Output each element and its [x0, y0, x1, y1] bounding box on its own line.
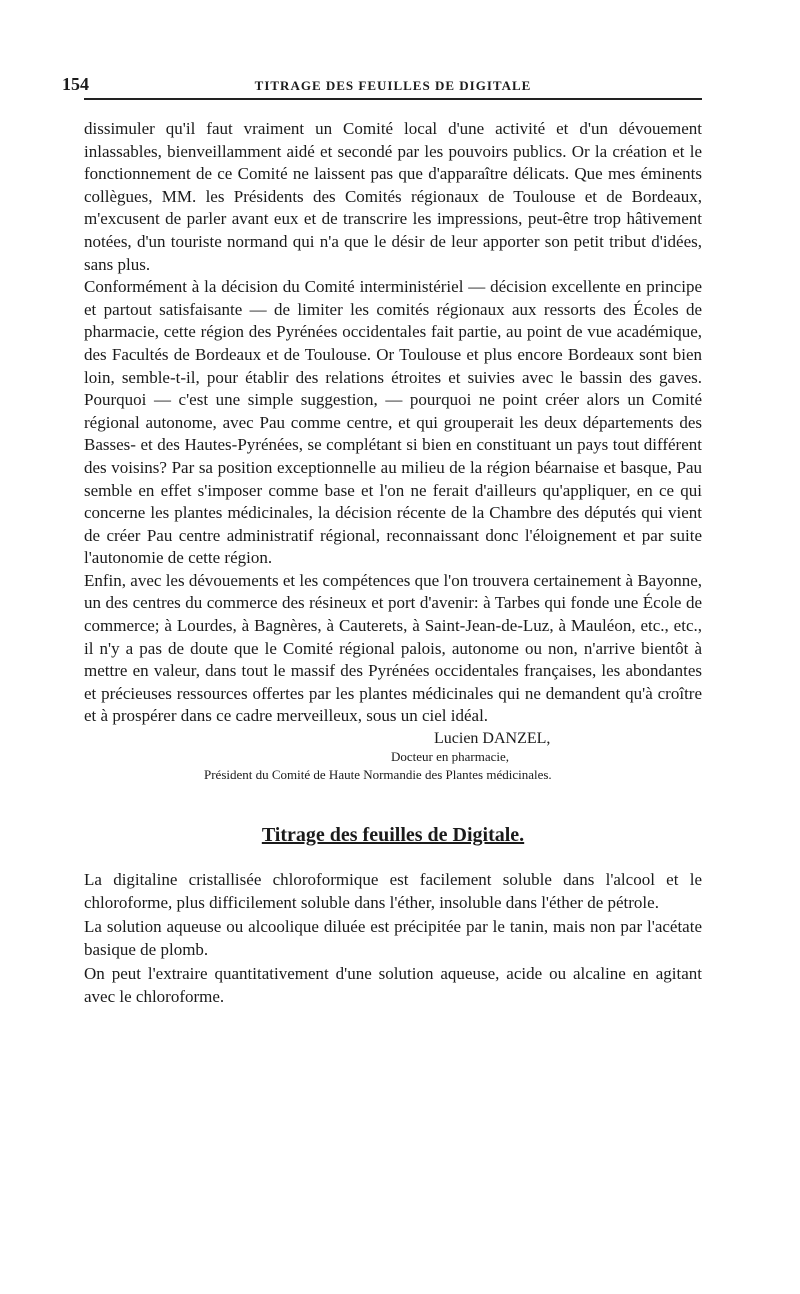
- running-header: [62, 70, 702, 100]
- section-heading: [84, 824, 702, 847]
- signature-title: Docteur en pharmacie,: [391, 749, 510, 765]
- signature-name: Lucien DANZEL,: [434, 730, 551, 748]
- section-paragraph: On peut l'extraire quantitativement d'une solution aqueuse, acide ou alcaline en agitant avec le chloroforme.: [84, 964, 702, 1006]
- book-page: [62, 70, 702, 1011]
- section-paragraph: La digitaline cristallisée chloroformique est facilement soluble dans l'alcool et le chloroforme, plus difficilement soluble dans l'éther, insoluble dans l'éther de pétrole.: [84, 870, 702, 912]
- section-title: Titrage des feuilles de Digitale.: [261, 824, 525, 847]
- section-body: [84, 869, 702, 1009]
- section-paragraph: La solution aqueuse ou alcoolique diluée est précipitée par le tanin, mais non par l'acétate basique de plomb.: [84, 917, 702, 959]
- signature-role: Président du Comité de Haute Normandie des Plantes médicinales.: [204, 767, 552, 783]
- article-paragraph: Enfin, avec les dévouements et les compétences que l'on trouvera certainement à Bayonne, un des centres du commerce des résineux et port d'avenir: à Tarbes qui fonde une École de commerce; à Lourdes, à Bagnères, à Cauterets, à Saint-Jean-de-Luz, à Mauléon, etc., etc., il n'y a pas de doute que le Comité régional palois, autonome ou non, n'arrive bientôt à mettre en valeur, dans tout le massif des Pyrénées occidentales françaises, les abondantes et précieuses ressources offertes par les plantes médicinales qui ne demandent qu'à croître et à prospérer dans ce cadre merveilleux, sous un ciel idéal.: [84, 570, 702, 726]
- signature-block: [84, 730, 702, 784]
- running-title: TITRAGE DES FEUILLES DE DIGITALE: [254, 78, 532, 93]
- article-paragraph: Conformément à la décision du Comité interministériel — décision excellente en principe et partout satisfaisante — de limiter les comités régionaux aux ressorts des Écoles de pharmacie, cette région des Pyrénées occidentales fait partie, au point de vue académique, des Facultés de Bordeaux et de Toulouse. Or Toulouse et plus encore Bordeaux sont bien loin, semble-t-il, pour établir des relations étroites et suivies avec le bassin des gaves. Pourquoi — c'est une simple suggestion, — pourquoi ne point créer alors un Comité régional autonome, avec Pau comme centre, et qui grouperait les deux départements des Basses- et des Hautes-Pyrénées, se complétant si bien en constituant un pays tout différent des voisins? Par sa position exceptionnelle au milieu de la région béarnaise et basque, Pau semble en effet s'imposer comme base et l'on ne ferait d'ailleurs qu'appliquer, en ce qui concerne les plantes médicinales, la décision récente de la Chambre des députés qui vient de créer Pau centre administratif régional, reconnaissant donc l'éloignement et par suite l'autonomie de cette région.: [84, 277, 702, 568]
- article-paragraph: dissimuler qu'il faut vraiment un Comité local d'une activité et d'un dévouement inlassables, bienveillamment aidé et secondé par les pouvoirs publics. Or la création et le fonctionnement de ce Comité ne laissent pas que d'apparaître délicats. Que mes éminents collègues, MM. les Présidents des Comités régionaux de Toulouse et de Bordeaux, m'excusent de parler avant eux et de transcrire les impressions, peut-être trop hâtivement notées, d'un touriste normand qui n'a que le désir de leur apporter son petit tribut d'idées, sans plus.: [84, 119, 702, 274]
- page-number: 154: [62, 74, 89, 94]
- article-body: [84, 118, 702, 728]
